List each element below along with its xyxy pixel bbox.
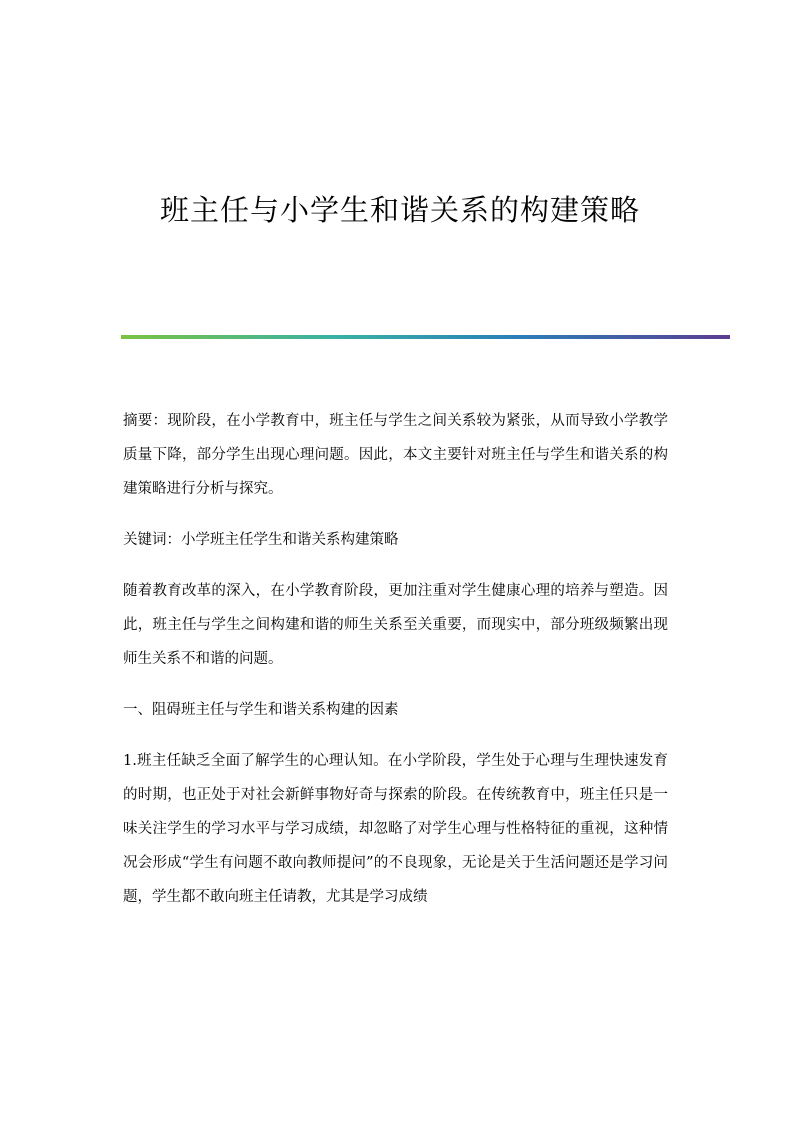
keywords-line: 关键词：小学班主任学生和谐关系构建策略 bbox=[123, 532, 399, 548]
section-heading: 一、阻碍班主任与学生和谐关系构建的因素 bbox=[123, 702, 399, 718]
body-paragraph: 1.班主任缺乏全面了解学生的心理认知。在小学阶段，学生处于心理与生理快速发育的时期，也正处于对社会新鲜事物好奇与探索的阶段。在传统教育中，班主任只是一味关注学生的学习水平与学习成绩，却忽略了对学生心理与性格特征的重视，这种情况会形成“学生有问题不敢向教师提问”的不良现象，无论是关于生活问题还是学习问题，学生都不敢向班主任请教，尤其是学习成绩 bbox=[123, 753, 668, 905]
document-body bbox=[123, 404, 668, 931]
gradient-divider bbox=[121, 335, 730, 339]
abstract-paragraph: 摘要：现阶段，在小学教育中，班主任与学生之间关系较为紧张，从而导致小学教学质量下降，部分学生出现心理问题。因此，本文主要针对班主任与学生和谐关系的构建策略进行分析与探究。 bbox=[123, 413, 668, 497]
intro-paragraph: 随着教育改革的深入，在小学教育阶段，更加注重对学生健康心理的培养与塑造。因此，班主任与学生之间构建和谐的师生关系至关重要，而现实中，部分班级频繁出现师生关系不和谐的问题。 bbox=[123, 583, 668, 667]
document-title: 班主任与小学生和谐关系的构建策略 bbox=[159, 193, 640, 227]
